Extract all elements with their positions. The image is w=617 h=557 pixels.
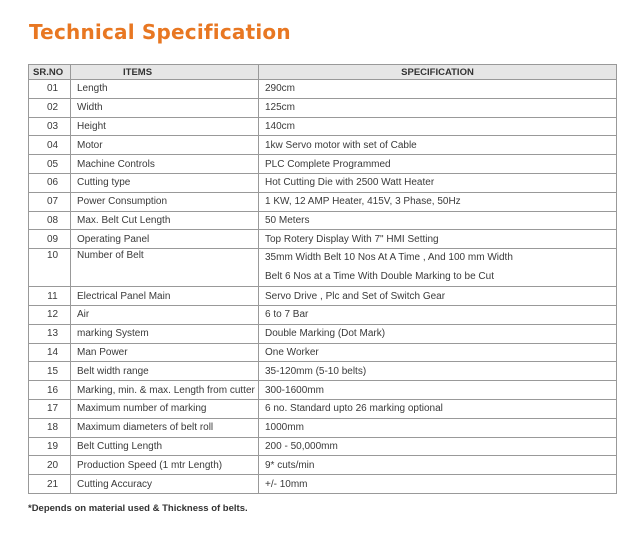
row-item: Maximum number of marking (71, 399, 259, 418)
row-number: 08 (29, 211, 71, 230)
row-number: 06 (29, 173, 71, 192)
row-specification (259, 437, 617, 456)
row-number: 04 (29, 136, 71, 155)
table-row (29, 136, 617, 155)
row-item: marking System (71, 324, 259, 343)
specification-line: 9* cuts/min (265, 459, 315, 471)
specification-line: 300-1600mm (265, 384, 324, 396)
specification-line: 140cm (265, 120, 296, 132)
row-item: Operating Panel (71, 230, 259, 249)
table-row (29, 343, 617, 362)
row-item: Air (71, 305, 259, 324)
row-specification (259, 324, 617, 343)
row-item: Man Power (71, 343, 259, 362)
row-item: Power Consumption (71, 192, 259, 211)
row-item: Belt Cutting Length (71, 437, 259, 456)
row-number: 17 (29, 399, 71, 418)
specification-line: Double Marking (Dot Mark) (265, 328, 386, 340)
row-specification (259, 173, 617, 192)
row-specification (259, 117, 617, 136)
row-number: 18 (29, 418, 71, 437)
row-specification (259, 98, 617, 117)
row-specification (259, 211, 617, 230)
table-row (29, 324, 617, 343)
table-row (29, 173, 617, 192)
row-specification (259, 475, 617, 494)
row-number: 11 (29, 287, 71, 306)
specification-line: Hot Cutting Die with 2500 Watt Heater (265, 177, 435, 189)
specification-line: One Worker (265, 346, 319, 358)
specification-line: 6 to 7 Bar (265, 309, 309, 321)
row-number: 15 (29, 362, 71, 381)
row-number: 03 (29, 117, 71, 136)
row-item: Production Speed (1 mtr Length) (71, 456, 259, 475)
specification-line: 50 Meters (265, 214, 310, 226)
page-title: Technical Specification (29, 20, 291, 44)
specification-table (28, 64, 617, 494)
row-number: 01 (29, 80, 71, 99)
specification-line: PLC Complete Programmed (265, 158, 391, 170)
table-row (29, 399, 617, 418)
row-item: Electrical Panel Main (71, 287, 259, 306)
row-specification (259, 399, 617, 418)
row-number: 09 (29, 230, 71, 249)
row-item: Marking, min. & max. Length from cutter (71, 381, 259, 400)
header-specification: SPECIFICATION (259, 65, 617, 80)
table-row (29, 230, 617, 249)
table-row (29, 418, 617, 437)
row-number: 13 (29, 324, 71, 343)
specification-line: Top Rotery Display With 7" HMI Setting (265, 233, 439, 245)
row-item: Belt width range (71, 362, 259, 381)
table-row (29, 211, 617, 230)
table-row (29, 456, 617, 475)
row-number: 19 (29, 437, 71, 456)
row-item: Cutting type (71, 173, 259, 192)
specification-line: 1 KW, 12 AMP Heater, 415V, 3 Phase, 50Hz (265, 196, 461, 208)
row-item: Max. Belt Cut Length (71, 211, 259, 230)
table-row (29, 362, 617, 381)
specification-line: 200 - 50,000mm (265, 440, 338, 452)
row-specification (259, 418, 617, 437)
footnote: *Depends on material used & Thickness of belts. (28, 503, 248, 514)
row-specification (259, 456, 617, 475)
row-specification (259, 305, 617, 324)
specification-line: 35mm Width Belt 10 Nos At A Time , And 100 mm Width (265, 252, 513, 264)
row-item: Number of Belt (71, 249, 259, 287)
row-item: Width (71, 98, 259, 117)
table-row (29, 305, 617, 324)
table-row (29, 117, 617, 136)
table-body (29, 80, 617, 494)
header-sr-no: SR.NO (29, 65, 71, 80)
table-row (29, 98, 617, 117)
row-item: Machine Controls (71, 155, 259, 174)
row-item: Cutting Accuracy (71, 475, 259, 494)
row-specification (259, 381, 617, 400)
row-specification (259, 343, 617, 362)
specification-line: 35-120mm (5-10 belts) (265, 365, 367, 377)
specification-line: 6 no. Standard upto 26 marking optional (265, 403, 443, 415)
table-row (29, 381, 617, 400)
table-row (29, 287, 617, 306)
row-number: 02 (29, 98, 71, 117)
row-specification (259, 362, 617, 381)
row-number: 16 (29, 381, 71, 400)
specification-line: 290cm (265, 83, 296, 95)
row-item: Length (71, 80, 259, 99)
specification-line: 125cm (265, 102, 296, 114)
row-specification (259, 230, 617, 249)
row-item: Maximum diameters of belt roll (71, 418, 259, 437)
row-specification (259, 136, 617, 155)
row-specification (259, 192, 617, 211)
row-specification (259, 155, 617, 174)
specification-line: +/- 10mm (265, 478, 308, 490)
row-number: 05 (29, 155, 71, 174)
specification-line: 1000mm (265, 422, 304, 434)
table-row (29, 437, 617, 456)
row-number: 14 (29, 343, 71, 362)
row-number: 10 (29, 249, 71, 287)
row-specification (259, 249, 617, 287)
row-number: 20 (29, 456, 71, 475)
row-item: Height (71, 117, 259, 136)
row-number: 12 (29, 305, 71, 324)
row-specification (259, 80, 617, 99)
table-row (29, 80, 617, 99)
specification-line: Servo Drive , Plc and Set of Switch Gear (265, 290, 446, 302)
row-specification (259, 287, 617, 306)
table-row (29, 249, 617, 287)
specification-line: Belt 6 Nos at a Time With Double Marking to be Cut (265, 270, 494, 282)
row-number: 21 (29, 475, 71, 494)
header-items: ITEMS (71, 65, 259, 80)
specification-line: 1kw Servo motor with set of Cable (265, 139, 417, 151)
table-row (29, 192, 617, 211)
table-row (29, 475, 617, 494)
table-header-row (29, 65, 617, 80)
row-item: Motor (71, 136, 259, 155)
table-row (29, 155, 617, 174)
row-number: 07 (29, 192, 71, 211)
